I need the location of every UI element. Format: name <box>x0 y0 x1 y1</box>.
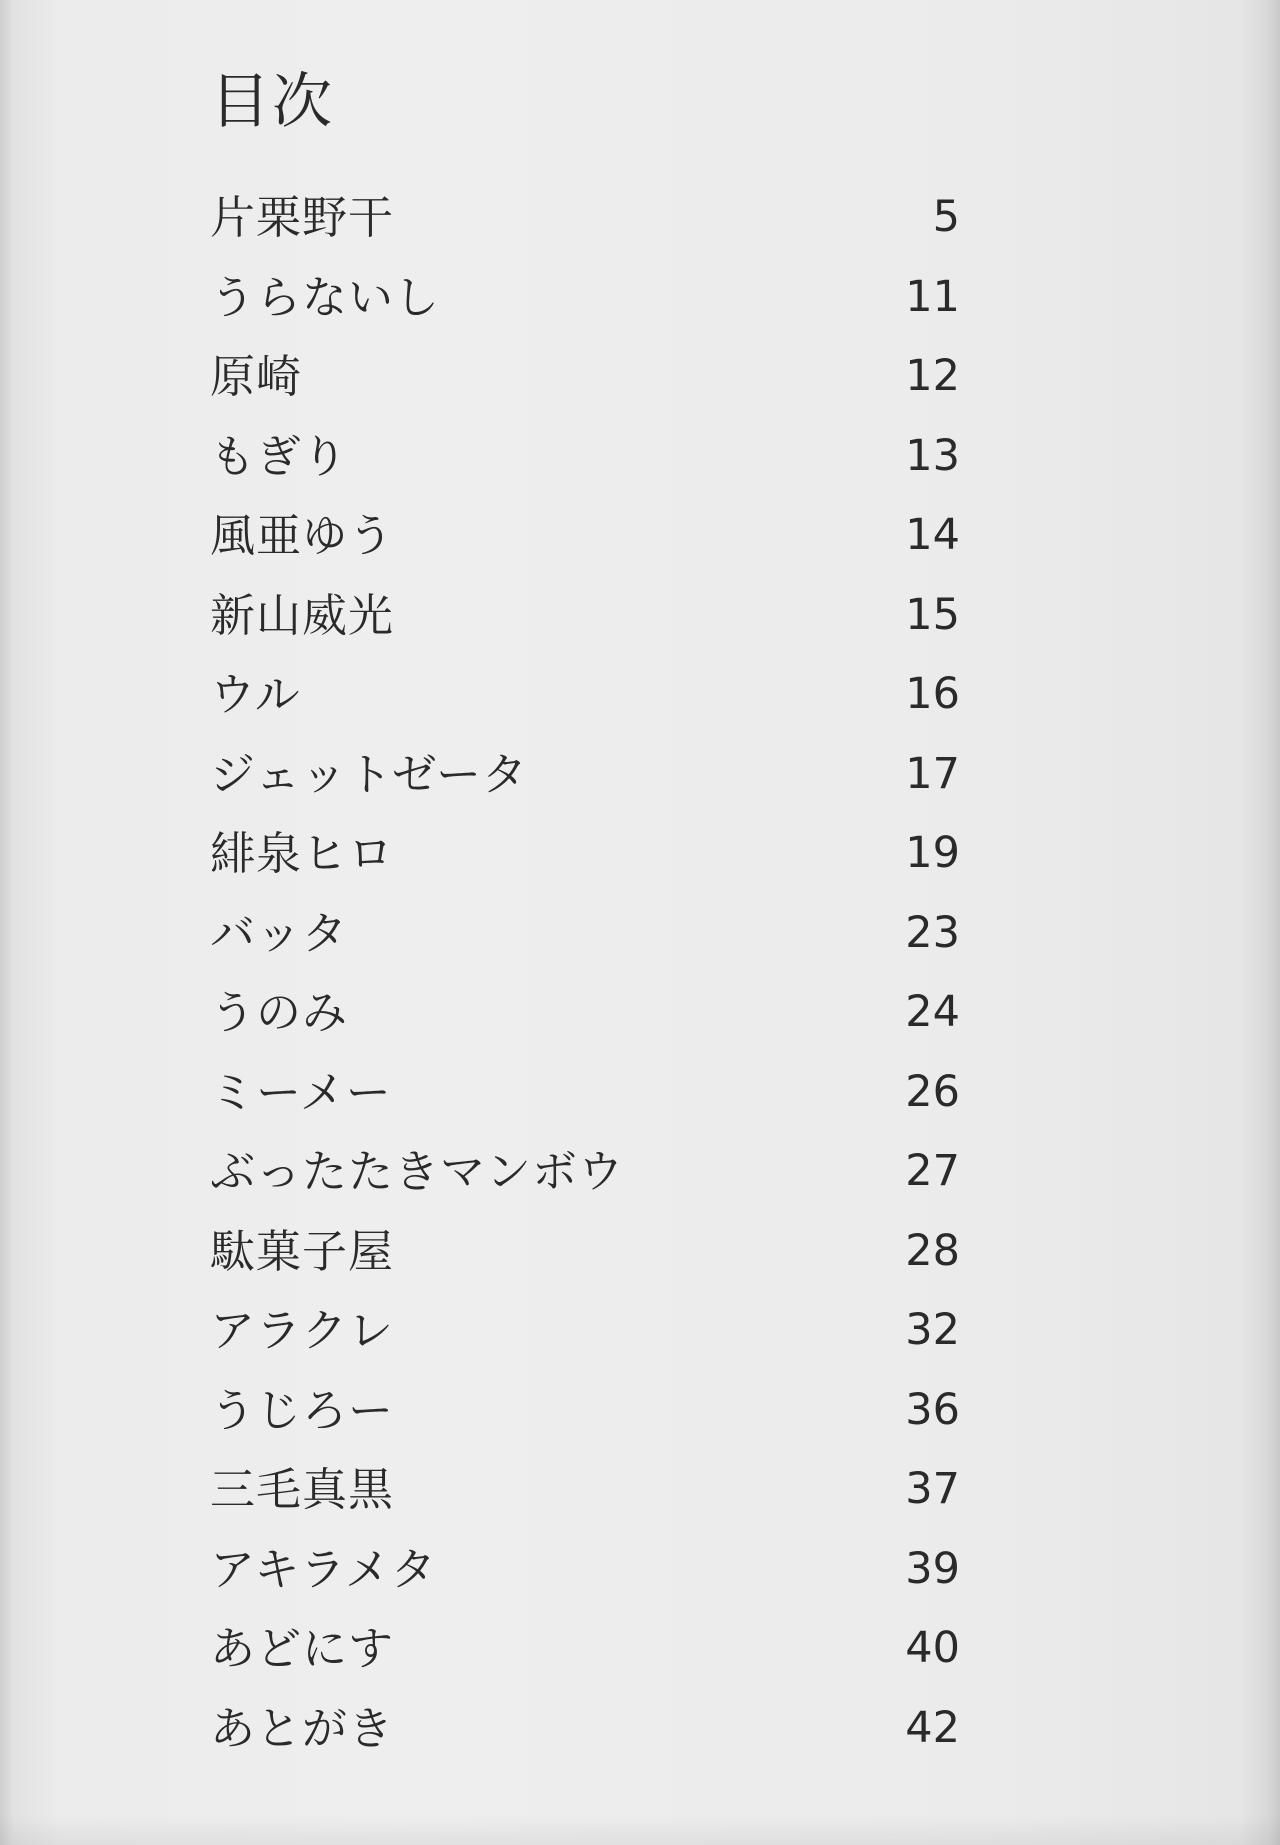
toc-entry <box>210 337 960 417</box>
toc-heading: 目次 <box>210 67 334 137</box>
toc-entry-title: アキラメタ <box>210 1542 437 1596</box>
toc-entry-title: うのみ <box>210 986 349 1040</box>
toc-entry-title: 駄菓子屋 <box>210 1224 395 1278</box>
toc-entry <box>210 1609 960 1689</box>
toc-entry-title: うらないし <box>210 270 441 324</box>
toc-entry-title: ミーメー <box>210 1065 392 1119</box>
toc-entry-title: ウル <box>210 668 301 722</box>
toc-entry <box>210 655 960 735</box>
toc-entry-page-number: 19 <box>905 828 960 879</box>
toc-entry-page-number: 32 <box>905 1305 960 1356</box>
toc-entry <box>210 1450 960 1530</box>
toc-entry-title: バッタ <box>210 906 349 960</box>
toc-entry-title: 緋泉ヒロ <box>210 827 395 881</box>
toc-entry <box>210 178 960 258</box>
toc-entry-page-number: 12 <box>905 351 960 402</box>
toc-entry <box>210 417 960 497</box>
toc-entry <box>210 735 960 815</box>
toc-entry-page-number: 23 <box>905 907 960 958</box>
toc-entry <box>210 973 960 1053</box>
toc-entry-page-number: 28 <box>905 1225 960 1276</box>
toc-entry-page-number: 27 <box>905 1146 960 1197</box>
toc-entry <box>210 1689 960 1769</box>
toc-entry <box>210 814 960 894</box>
toc-entry <box>210 1530 960 1610</box>
toc-entry-page-number: 17 <box>905 748 960 799</box>
toc-entry <box>210 894 960 974</box>
toc-entry <box>210 496 960 576</box>
toc-entry-title: 新山威光 <box>210 588 395 642</box>
toc-entry-page-number: 5 <box>932 192 960 243</box>
toc-entry-page-number: 11 <box>905 271 960 322</box>
toc-entry <box>210 1291 960 1371</box>
toc-entry-title: ぶったたきマンボウ <box>210 1145 625 1199</box>
toc-entry-page-number: 14 <box>905 510 960 561</box>
toc-entry-page-number: 37 <box>905 1464 960 1515</box>
toc-list <box>210 178 960 1768</box>
toc-entry-page-number: 16 <box>905 669 960 720</box>
toc-entry-page-number: 39 <box>905 1543 960 1594</box>
toc-entry-title: ジェットゼータ <box>210 747 528 801</box>
toc-entry-page-number: 24 <box>905 987 960 1038</box>
toc-entry-title: 原崎 <box>210 350 303 404</box>
toc-entry <box>210 258 960 338</box>
toc-entry-title: アラクレ <box>210 1304 395 1358</box>
toc-entry-title: うじろー <box>210 1383 395 1437</box>
toc-entry <box>210 1053 960 1133</box>
toc-entry-page-number: 13 <box>905 430 960 481</box>
toc-entry-title: あとがき <box>210 1701 395 1755</box>
toc-entry-title: 三毛真黒 <box>210 1463 395 1517</box>
toc-entry-page-number: 26 <box>905 1066 960 1117</box>
toc-entry <box>210 576 960 656</box>
toc-entry-page-number: 15 <box>905 589 960 640</box>
toc-entry <box>210 1132 960 1212</box>
toc-entry-title: 片栗野干 <box>210 191 395 245</box>
toc-entry-title: もぎり <box>210 429 349 483</box>
toc-entry-title: 風亜ゆう <box>210 509 395 563</box>
toc-entry <box>210 1371 960 1451</box>
toc-entry-title: あどにす <box>210 1622 395 1676</box>
toc-entry-page-number: 36 <box>905 1384 960 1435</box>
toc-entry-page-number: 42 <box>905 1702 960 1753</box>
toc-entry-page-number: 40 <box>905 1623 960 1674</box>
toc-entry <box>210 1212 960 1292</box>
